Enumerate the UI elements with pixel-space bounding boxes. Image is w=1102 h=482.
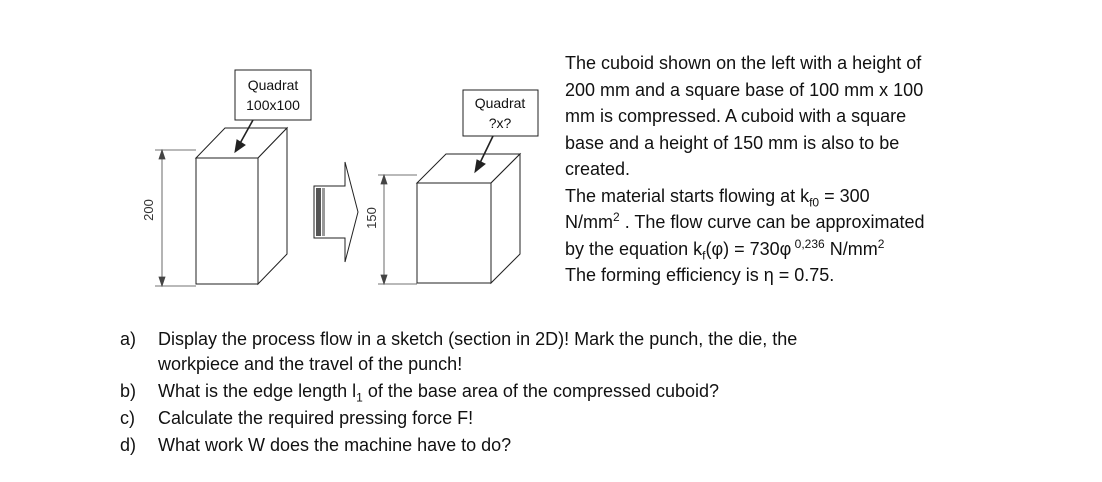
equation-line: by the equation $k_f(\varphi) = 730\varphi$ $^{0,236}$ $N/mm^2$ bbox=[565, 236, 885, 263]
right-dimension bbox=[378, 175, 417, 284]
label-right-line1: Quadrat bbox=[474, 95, 526, 111]
efficiency-line: The forming efficiency is η = 0.75. bbox=[565, 265, 835, 285]
description-line: mm is compressed. A cuboid with a square bbox=[565, 106, 907, 126]
description-line: 200 mm and a square base of 100 mm x 100 bbox=[565, 79, 924, 100]
question-d bbox=[120, 433, 511, 458]
question-text: Display the process flow in a sketch (section in 2D)! Mark the punch, the die, the bbox=[158, 329, 798, 349]
question-letter: d) bbox=[120, 435, 137, 455]
question-text: Calculate the required pressing force F! bbox=[158, 408, 474, 428]
description-line: base and a height of 150 mm is also to be bbox=[565, 132, 900, 153]
right-cuboid bbox=[417, 154, 520, 283]
question-letter: b) bbox=[120, 381, 137, 401]
question-text: What is the edge length $l_1$ of the base area of the compressed cuboid? bbox=[158, 381, 720, 405]
left-cuboid bbox=[196, 128, 287, 284]
question-a bbox=[120, 327, 797, 377]
description-line: created. bbox=[565, 159, 631, 179]
label-left-line2: 100x100 bbox=[246, 97, 300, 113]
flow-curve-line: $N/mm^2$ . The flow curve can be approximated bbox=[565, 210, 925, 232]
label-left-line1: Quadrat bbox=[247, 77, 299, 93]
description-line: The cuboid shown on the left with a height of bbox=[565, 53, 922, 73]
dim-label-150: 150 bbox=[364, 207, 379, 229]
cuboid-figure bbox=[0, 0, 560, 320]
question-text: What work W does the machine have to do? bbox=[158, 435, 512, 455]
question-letter: a) bbox=[120, 329, 137, 349]
label-right-line2: ?x? bbox=[488, 115, 512, 131]
flow-start-line: The material starts flowing at $k_{f0} = 300$ bbox=[565, 185, 870, 210]
process-arrow bbox=[314, 162, 358, 262]
dim-label-200: 200 bbox=[141, 199, 156, 221]
question-letter: c) bbox=[120, 408, 135, 428]
question-c bbox=[120, 406, 473, 431]
left-dimension bbox=[155, 150, 196, 286]
question-text-continued: workpiece and the travel of the punch! bbox=[158, 354, 463, 374]
problem-description bbox=[565, 50, 1095, 289]
